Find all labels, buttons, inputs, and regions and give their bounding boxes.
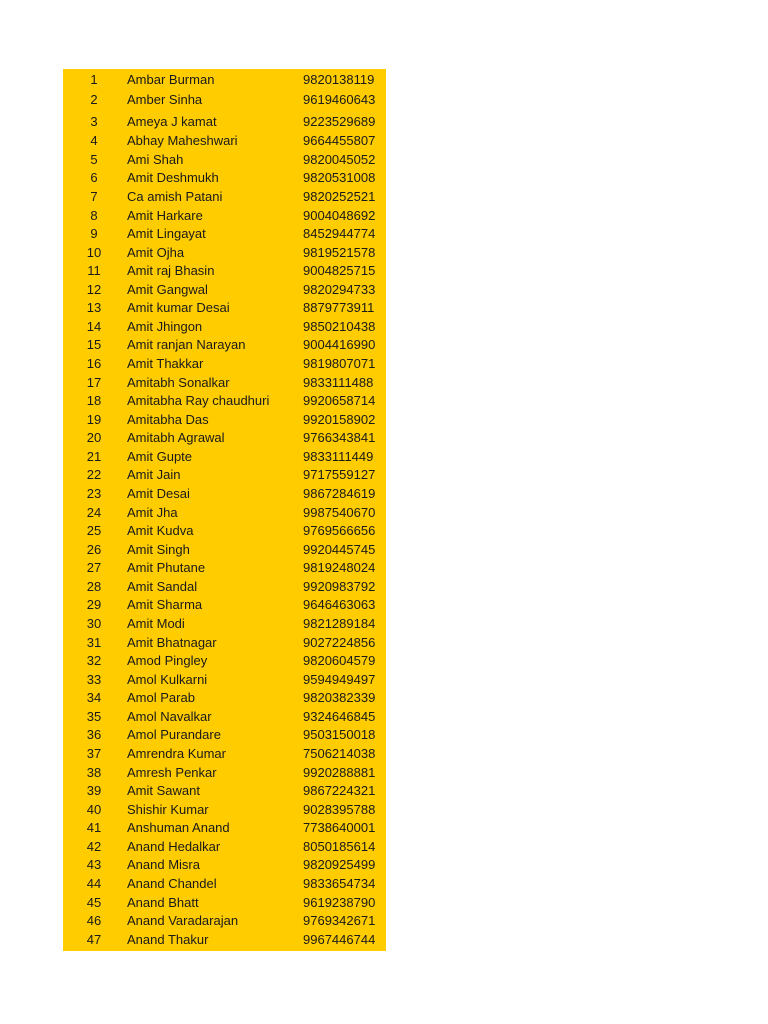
table-row bbox=[63, 782, 386, 800]
row-number: 20 bbox=[86, 430, 102, 446]
contact-name: Amit Ojha bbox=[127, 244, 185, 260]
contact-name: Anshuman Anand bbox=[127, 820, 230, 836]
contact-phone: 9503150018 bbox=[303, 727, 376, 743]
contact-phone: 9646463063 bbox=[303, 597, 376, 613]
row-number: 2 bbox=[90, 92, 98, 107]
row-number: 16 bbox=[86, 356, 102, 372]
table-row bbox=[63, 169, 386, 187]
row-number: 9 bbox=[90, 226, 98, 242]
table-row bbox=[63, 374, 386, 392]
table-row bbox=[63, 336, 386, 354]
contact-phone: 9920658714 bbox=[303, 393, 376, 409]
contact-name: Anand Misra bbox=[127, 857, 200, 873]
table-row bbox=[63, 634, 386, 652]
contact-table bbox=[63, 69, 386, 951]
contact-phone: 9850210438 bbox=[303, 318, 376, 334]
row-number: 24 bbox=[86, 504, 102, 520]
contact-name: Amit Sandal bbox=[127, 578, 198, 594]
row-number: 36 bbox=[86, 727, 102, 743]
contact-phone: 9324646845 bbox=[303, 708, 376, 724]
contact-phone: 9819521578 bbox=[303, 244, 376, 260]
row-number: 26 bbox=[86, 541, 102, 557]
contact-name: Amit Desai bbox=[127, 486, 190, 502]
contact-name: Amitabha Ray chaudhuri bbox=[127, 393, 270, 409]
contact-phone: 9920158902 bbox=[303, 411, 376, 427]
contact-name: Shishir Kumar bbox=[127, 801, 209, 817]
row-number: 37 bbox=[86, 746, 102, 762]
row-number: 40 bbox=[86, 801, 102, 817]
contact-phone: 9820925499 bbox=[303, 857, 376, 873]
contact-name: Amit Sawant bbox=[127, 783, 200, 799]
table-row bbox=[63, 875, 386, 893]
table-row bbox=[63, 207, 386, 225]
row-number: 12 bbox=[86, 281, 102, 297]
row-number: 33 bbox=[86, 671, 102, 687]
table-row bbox=[63, 225, 386, 243]
contact-name: Amit Singh bbox=[127, 541, 190, 557]
row-number: 13 bbox=[86, 300, 102, 316]
contact-phone: 9820138119 bbox=[303, 72, 375, 87]
contact-phone: 9717559127 bbox=[303, 467, 376, 483]
contact-name: Amol Kulkarni bbox=[127, 671, 208, 687]
table-row bbox=[63, 411, 386, 429]
contact-phone: 9833111449 bbox=[303, 448, 374, 464]
row-number: 22 bbox=[86, 467, 102, 483]
table-row bbox=[63, 151, 386, 169]
table-row bbox=[63, 615, 386, 633]
table-row bbox=[63, 355, 386, 373]
contact-name: Amol Navalkar bbox=[127, 708, 212, 724]
contact-phone: 9223529689 bbox=[303, 114, 376, 129]
table-row bbox=[63, 448, 386, 466]
contact-phone: 9664455807 bbox=[303, 133, 376, 148]
contact-name: Amit Jain bbox=[127, 467, 181, 483]
contact-name: Amresh Penkar bbox=[127, 764, 217, 780]
contact-name: Amit Gupte bbox=[127, 448, 193, 464]
contact-phone: 9833111488 bbox=[303, 374, 374, 390]
contact-phone: 9769342671 bbox=[303, 913, 376, 929]
row-number: 44 bbox=[86, 876, 102, 892]
contact-name: Amit Jhingon bbox=[127, 318, 203, 334]
row-number: 25 bbox=[86, 523, 102, 539]
contact-name: Anand Bhatt bbox=[127, 894, 199, 910]
contact-name: Amit Deshmukh bbox=[127, 170, 219, 185]
contact-phone: 9833654734 bbox=[303, 876, 376, 892]
contact-name: Amit ranjan Narayan bbox=[127, 337, 246, 353]
contact-name: Ca amish Patani bbox=[127, 189, 223, 204]
row-number: 35 bbox=[86, 708, 102, 724]
contact-name: Amit Gangwal bbox=[127, 281, 208, 297]
table-row bbox=[63, 71, 386, 89]
contact-name: Amit kumar Desai bbox=[127, 300, 230, 316]
contact-phone: 9619460643 bbox=[303, 92, 376, 107]
table-row bbox=[63, 912, 386, 930]
row-number: 42 bbox=[86, 838, 102, 854]
contact-name: Amit Harkare bbox=[127, 207, 203, 223]
row-number: 47 bbox=[86, 931, 102, 947]
table-row bbox=[63, 392, 386, 410]
contact-name: Amol Purandare bbox=[127, 727, 221, 743]
contact-phone: 9820045052 bbox=[303, 152, 376, 167]
contact-name: Anand Varadarajan bbox=[127, 913, 239, 929]
contact-phone: 8050185614 bbox=[303, 838, 376, 854]
table-row bbox=[63, 188, 386, 206]
table-row bbox=[63, 485, 386, 503]
contact-phone: 9619238790 bbox=[303, 894, 376, 910]
contact-phone: 9821289184 bbox=[303, 616, 376, 632]
table-row bbox=[63, 522, 386, 540]
contact-phone: 9920983792 bbox=[303, 578, 376, 594]
contact-name: Amit Sharma bbox=[127, 597, 203, 613]
table-row bbox=[63, 429, 386, 447]
row-number: 3 bbox=[90, 114, 98, 129]
row-number: 19 bbox=[86, 411, 102, 427]
contact-phone: 8879773911 bbox=[303, 300, 375, 316]
contact-phone: 9967446744 bbox=[303, 931, 376, 947]
table-row bbox=[63, 856, 386, 874]
contact-name: Amber Sinha bbox=[127, 92, 203, 107]
row-number: 30 bbox=[86, 616, 102, 632]
table-row bbox=[63, 466, 386, 484]
contact-phone: 9819248024 bbox=[303, 560, 376, 576]
table-row bbox=[63, 299, 386, 317]
contact-name: Abhay Maheshwari bbox=[127, 133, 238, 148]
contact-phone: 9987540670 bbox=[303, 504, 376, 520]
row-number: 1 bbox=[90, 72, 98, 87]
contact-phone: 9820531008 bbox=[303, 170, 376, 185]
table-row bbox=[63, 764, 386, 782]
row-number: 18 bbox=[86, 393, 102, 409]
contact-phone: 9820604579 bbox=[303, 653, 376, 669]
contact-phone: 8452944774 bbox=[303, 226, 376, 242]
contact-phone: 9867284619 bbox=[303, 486, 376, 502]
contact-phone: 9867224321 bbox=[303, 783, 376, 799]
table-row bbox=[63, 504, 386, 522]
row-number: 46 bbox=[86, 913, 102, 929]
row-number: 4 bbox=[90, 133, 98, 148]
table-row bbox=[63, 745, 386, 763]
contact-phone: 9820252521 bbox=[303, 189, 376, 204]
contact-name: Amrendra Kumar bbox=[127, 746, 226, 762]
table-row bbox=[63, 838, 386, 856]
table-row bbox=[63, 931, 386, 949]
row-number: 8 bbox=[90, 207, 98, 223]
row-number: 6 bbox=[90, 170, 98, 185]
contact-name: Amitabh Sonalkar bbox=[127, 374, 230, 390]
contact-phone: 9769566656 bbox=[303, 523, 376, 539]
row-number: 15 bbox=[86, 337, 102, 353]
row-number: 27 bbox=[86, 560, 102, 576]
contact-phone: 9027224856 bbox=[303, 634, 376, 650]
table-row bbox=[63, 726, 386, 744]
contact-phone: 9766343841 bbox=[303, 430, 376, 446]
table-row bbox=[63, 559, 386, 577]
contact-phone: 7738640001 bbox=[303, 820, 376, 836]
row-number: 23 bbox=[86, 486, 102, 502]
table-row bbox=[63, 819, 386, 837]
contact-name: Amit Lingayat bbox=[127, 226, 206, 242]
contact-name: Amod Pingley bbox=[127, 653, 208, 669]
row-number: 38 bbox=[86, 764, 102, 780]
contact-name: Amit raj Bhasin bbox=[127, 263, 215, 279]
row-number: 41 bbox=[86, 820, 102, 836]
contact-phone: 9820382339 bbox=[303, 690, 376, 706]
table-row bbox=[63, 578, 386, 596]
row-number: 14 bbox=[86, 318, 102, 334]
contact-name: Ameya J kamat bbox=[127, 114, 217, 129]
table-row bbox=[63, 596, 386, 614]
contact-phone: 9004048692 bbox=[303, 207, 376, 223]
row-number: 21 bbox=[86, 448, 102, 464]
row-number: 10 bbox=[86, 244, 102, 260]
row-number: 29 bbox=[86, 597, 102, 613]
table-row bbox=[63, 541, 386, 559]
contact-name: Anand Thakur bbox=[127, 931, 209, 947]
contact-name: Amitabh Agrawal bbox=[127, 430, 225, 446]
contact-phone: 9004416990 bbox=[303, 337, 376, 353]
table-row bbox=[63, 132, 386, 150]
contact-name: Anand Hedalkar bbox=[127, 838, 221, 854]
table-row bbox=[63, 91, 386, 109]
contact-phone: 9004825715 bbox=[303, 263, 376, 279]
contact-phone: 7506214038 bbox=[303, 746, 376, 762]
row-number: 17 bbox=[86, 374, 102, 390]
row-number: 39 bbox=[86, 783, 102, 799]
table-row bbox=[63, 801, 386, 819]
row-number: 32 bbox=[86, 653, 102, 669]
table-row bbox=[63, 281, 386, 299]
table-row bbox=[63, 894, 386, 912]
contact-name: Amit Modi bbox=[127, 616, 185, 632]
table-row bbox=[63, 113, 386, 131]
table-row bbox=[63, 652, 386, 670]
row-number: 7 bbox=[90, 189, 98, 204]
row-number: 31 bbox=[86, 634, 102, 650]
row-number: 45 bbox=[86, 894, 102, 910]
contact-name: Amitabha Das bbox=[127, 411, 209, 427]
contact-name: Ami Shah bbox=[127, 152, 184, 167]
contact-name: Amit Kudva bbox=[127, 523, 194, 539]
table-row bbox=[63, 671, 386, 689]
contact-name: Ambar Burman bbox=[127, 72, 215, 87]
contact-name: Amit Bhatnagar bbox=[127, 634, 217, 650]
contact-name: Anand Chandel bbox=[127, 876, 217, 892]
contact-phone: 9920288881 bbox=[303, 764, 376, 780]
row-number: 11 bbox=[87, 263, 101, 279]
table-row bbox=[63, 708, 386, 726]
contact-phone: 9594949497 bbox=[303, 671, 376, 687]
contact-name: Amit Thakkar bbox=[127, 356, 204, 372]
contact-name: Amol Parab bbox=[127, 690, 195, 706]
contact-phone: 9920445745 bbox=[303, 541, 376, 557]
table-row bbox=[63, 318, 386, 336]
contact-phone: 9028395788 bbox=[303, 801, 376, 817]
row-number: 43 bbox=[86, 857, 102, 873]
contact-phone: 9820294733 bbox=[303, 281, 376, 297]
contact-name: Amit Phutane bbox=[127, 560, 206, 576]
contact-phone: 9819807071 bbox=[303, 356, 376, 372]
contact-name: Amit Jha bbox=[127, 504, 178, 520]
table-row bbox=[63, 262, 386, 280]
row-number: 28 bbox=[86, 578, 102, 594]
table-row bbox=[63, 689, 386, 707]
table-row bbox=[63, 244, 386, 262]
row-number: 34 bbox=[86, 690, 102, 706]
row-number: 5 bbox=[90, 152, 98, 167]
